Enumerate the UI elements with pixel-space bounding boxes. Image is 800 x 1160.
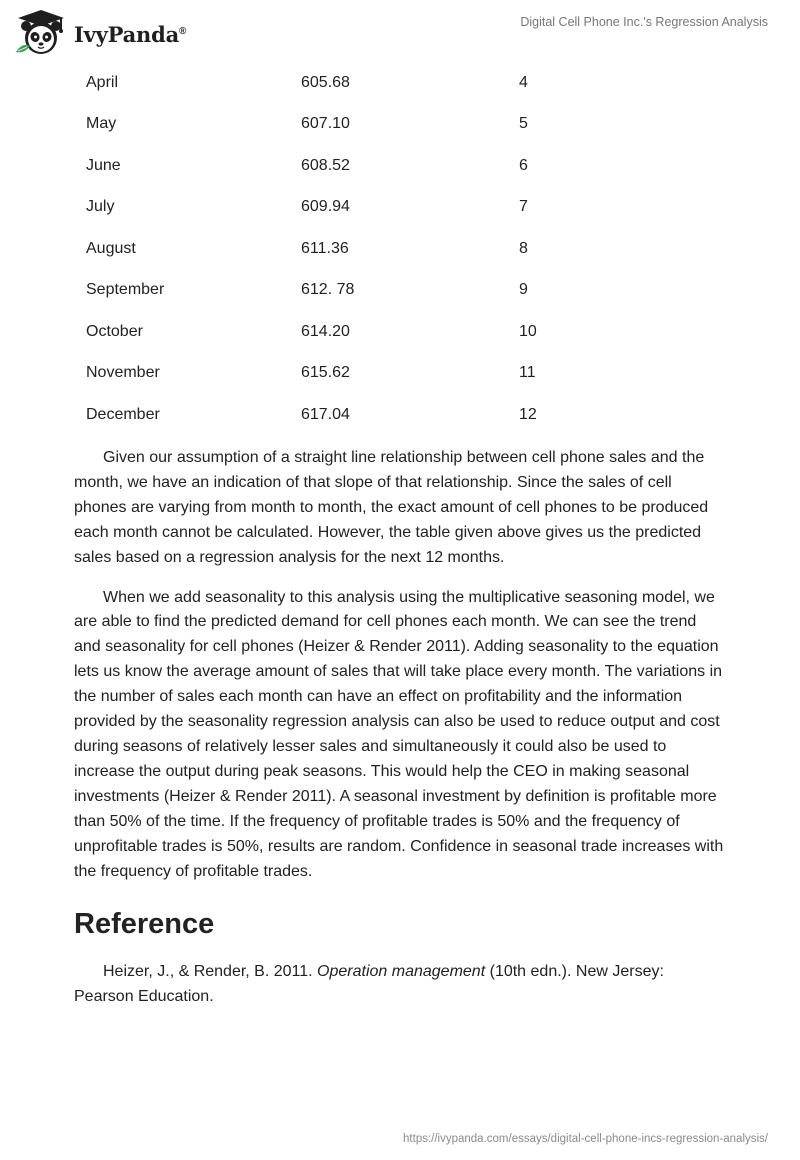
- month-cell: July: [86, 198, 115, 216]
- table-row: [86, 270, 726, 312]
- forecast-cell: 605.68: [301, 73, 350, 91]
- logo-text: IvyPanda®: [74, 21, 187, 47]
- panda-graduation-cap-icon: [14, 8, 68, 58]
- table-row: [86, 62, 726, 104]
- registered-mark: ®: [179, 25, 187, 37]
- month-cell: April: [86, 73, 119, 91]
- forecast-cell: 611.36: [301, 239, 349, 257]
- reference-publication: (10th edn.). New Jersey: Pearson Education.: [74, 963, 664, 1006]
- body-paragraph: Given our assumption of a straight line relationship between cell phone sales and the month, we have an indication of that slope of that relationship. Since the sales of cell phones are varying from month to month, the exact amount of cell phones to be produced each month cannot be calculated. However, the table given above gives us the predicted sales based on a regression analysis for the next 12 months.: [74, 449, 709, 566]
- reference-entry: [74, 959, 726, 1009]
- month-cell: May: [86, 115, 117, 133]
- forecast-cell: 607.10: [301, 115, 350, 133]
- period-cell: 6: [519, 156, 528, 174]
- month-cell: November: [86, 364, 160, 382]
- table-row: [86, 228, 726, 270]
- period-cell: 12: [519, 405, 537, 423]
- month-cell: October: [86, 322, 143, 340]
- month-cell: December: [86, 405, 160, 423]
- reference-heading: Reference: [74, 908, 215, 941]
- forecast-cell: 617.04: [301, 405, 350, 423]
- table-row: [86, 187, 726, 229]
- forecast-cell: 612. 78: [301, 281, 355, 299]
- period-cell: 10: [519, 322, 537, 340]
- month-cell: August: [86, 239, 136, 257]
- reference-book-title: Operation management: [317, 963, 486, 981]
- period-cell: 11: [519, 364, 536, 382]
- forecast-cell: 615.62: [301, 364, 350, 382]
- forecast-table: [86, 62, 726, 436]
- forecast-cell: 609.94: [301, 198, 350, 216]
- document-title: Digital Cell Phone Inc.'s Regression Analysis: [520, 15, 768, 29]
- article-body: [74, 446, 726, 1009]
- period-cell: 5: [519, 115, 528, 133]
- forecast-cell: 608.52: [301, 156, 350, 174]
- table-row: [86, 104, 726, 146]
- reference-authors: Heizer, J., & Render, B. 2011.: [103, 963, 313, 981]
- period-cell: 4: [519, 73, 528, 91]
- table-row: [86, 145, 726, 187]
- period-cell: 7: [519, 198, 528, 216]
- month-cell: June: [86, 156, 121, 174]
- month-cell: September: [86, 281, 165, 299]
- period-cell: 8: [519, 239, 528, 257]
- ivypanda-logo[interactable]: [14, 8, 186, 58]
- page-header: [0, 0, 800, 66]
- footer-url[interactable]: https://ivypanda.com/essays/digital-cell-phone-incs-regression-analysis/: [403, 1133, 768, 1145]
- body-paragraph: When we add seasonality to this analysis using the multiplicative seasoning model, we are able to find the predicted demand for cell phones each month. We can see the trend and seasonality for cell phones (Heizer & Render 2011). Adding seasonality to the equation lets us know the average amount of sales that will take place every month. The variations in the number of sales each month can have an effect on profitability and the information provided by the seasonality regression analysis can also be used to reduce output and cost during seasons of relatively lesser sales and simultaneously it could also be used to increase the output during peak seasons. This would help the CEO in making seasonal investments (Heizer & Render 2011). A seasonal investment by definition is profitable more than 50% of the time. If the frequency of profitable trades is 50% and the frequency of unprofitable trades is 50%, results are random. Confidence in seasonal trade increases with the frequency of profitable trades.: [74, 588, 724, 880]
- table-row: [86, 353, 726, 395]
- period-cell: 9: [519, 281, 528, 299]
- table-row: [86, 311, 726, 353]
- forecast-cell: 614.20: [301, 322, 350, 340]
- table-row: [86, 394, 726, 436]
